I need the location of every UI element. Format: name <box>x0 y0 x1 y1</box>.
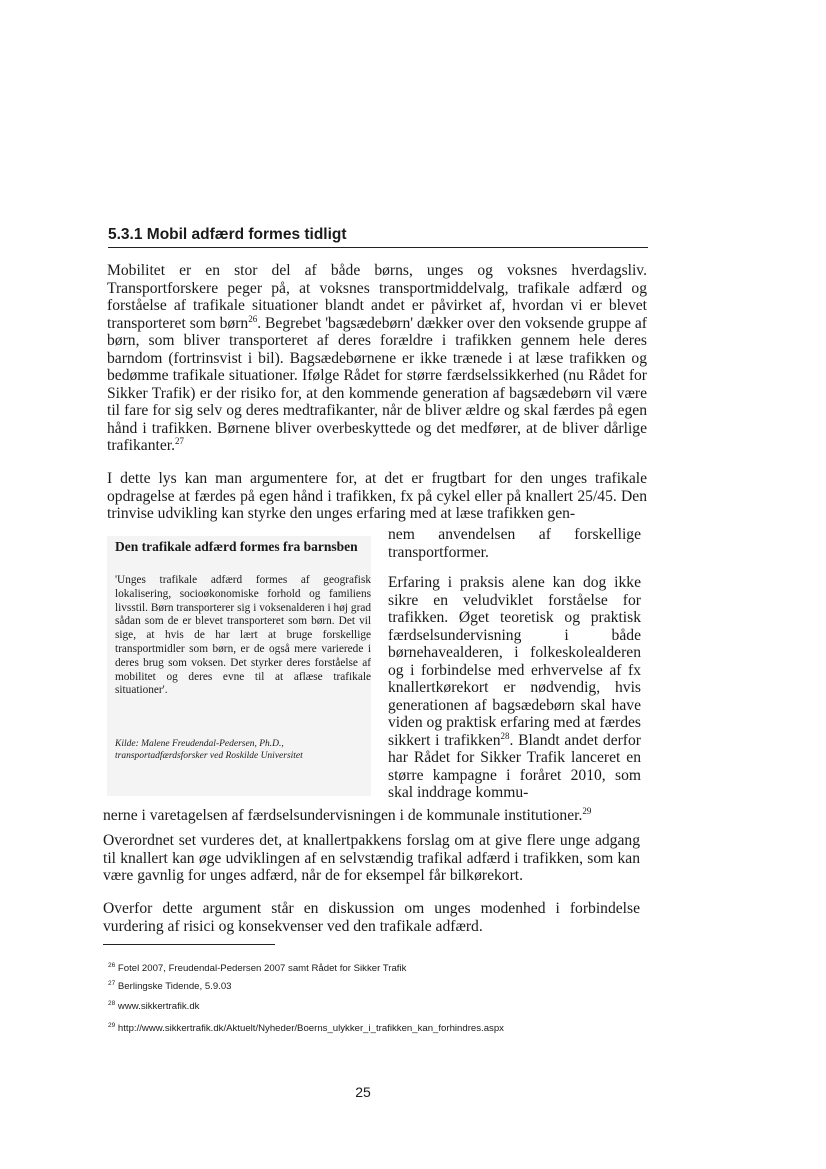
footnote-item <box>108 1022 504 1034</box>
paragraph-mobility <box>107 262 647 455</box>
footnote-number: 27 <box>108 980 116 987</box>
paragraph-assessment: Overordnet set vurderes det, at knallertpakkens forslag om at give flere unge adgang til knallert kan øge udviklingen af en selvstændig trafikal adfærd i trafikken, som kan være gavnlig for unges adfærd, når de for eksempel får bilkørekort. <box>103 832 640 884</box>
footnote-ref: 28 <box>500 730 510 741</box>
footnote-text: Berlingske Tidende, 5.9.03 <box>117 981 232 993</box>
footnote-ref: 29 <box>582 805 592 816</box>
paragraph-text: Erfaring i praksis alene kan dog ikke sikre en veludviklet forståelse for trafikken. Øget teoretisk og praktisk færdselsundervisning i både børnehavealderen, i folkeskolealderen og i forbindelse med erhvervelse af fx knallertkørekort er nødvendig, hvis generationen af bagsædebørn skal have viden og praktisk erfaring med at færdes sikkert i trafikken <box>388 574 641 749</box>
paragraph-text: nerne i varetagelsen af færdselsundervisningen i de kommunale institutioner. <box>103 807 583 824</box>
footnote-item <box>108 1000 199 1012</box>
paragraph-continuation: nem anvendelsen af forskellige transportformer. <box>388 526 641 561</box>
paragraph-text: Mobilitet er en stor del af både børns, unges og voksnes hverdagsliv. Transportforskere peger på, at voksnes transportmiddelvalg, trafikale adfærd og forståelse af trafikale situationer blandt andet er påvirket af, hvordan vi er blevet transporteret som børn <box>107 262 647 332</box>
footnote-item <box>108 980 232 992</box>
paragraph-experience-tail <box>103 807 640 825</box>
footnote-divider <box>103 944 275 945</box>
paragraph-experience <box>388 574 641 802</box>
section-heading: 5.3.1 Mobil adfærd formes tidligt <box>108 226 648 248</box>
footnote-number: 28 <box>108 1000 116 1007</box>
sidebar-box <box>107 536 371 796</box>
footnote-number: 26 <box>108 962 116 969</box>
footnote-text: Fotel 2007, Freudendal-Pedersen 2007 samt Rådet for Sikker Trafik <box>117 963 407 975</box>
paragraph-text: . Begrebet 'bagsædebørn' dækker over den voksende gruppe af børn, som bliver transporteret af deres forældre i trafikken gennem hele deres barndom (fortrinsvist i bil). Bagsædebørnene er ikke trænede i at læse trafikken og bedømme trafikale situationer. Ifølge Rådet for større færdselssikkerhed (nu Rådet for Sikker Trafik) er der risiko for, at den kommende generation af bagsædebørn vil være til fare for sig selv og deres medtrafikanter, når de bliver ældre og skal færdes på egen hånd i trafikken. Børnene bliver overbeskyttede og det medfører, at de bliver dårlige trafikanter. <box>107 314 647 454</box>
paragraph-argument: I dette lys kan man argumentere for, at det er frugtbart for den unges trafikale opdragelse at færdes på egen hånd i trafikken, fx på cykel eller på knallert 25/45. Den trinvise udvikling kan styrke den unges erfaring med at læse trafikken gen- <box>107 470 647 522</box>
page-number: 25 <box>355 1084 371 1100</box>
footnote-item <box>108 962 406 974</box>
footnote-number: 29 <box>108 1022 116 1029</box>
footnote-text: http://www.sikkertrafik.dk/Aktuelt/Nyheder/Boerns_ulykker_i_trafikken_kan_forhindres.aspx <box>117 1023 504 1035</box>
footnote-ref: 26 <box>248 313 258 324</box>
sidebar-title: Den trafikale adfærd formes fra barnsben <box>115 539 358 554</box>
footnote-text: www.sikkertrafik.dk <box>117 1001 200 1013</box>
footnote-ref: 27 <box>174 435 184 446</box>
paragraph-text: . Blandt andet derfor har Rådet for Sikker Trafik lanceret en større kampagne i foråret 2010, som skal inddrage kommu- <box>388 731 641 801</box>
sidebar-source: Kilde: Malene Freudendal-Pedersen, Ph.D., transportadfærdsforsker ved Roskilde Universitet <box>115 739 303 761</box>
paragraph-maturity: Overfor dette argument står en diskussion om unges modenhed i forbindelse vurdering af risici og konsekvenser ved den trafikale adfærd. <box>103 900 640 935</box>
sidebar-quote: 'Unges trafikale adfærd formes af geografisk lokalisering, socioøkonomiske forhold og familiens livsstil. Børn transporterer sig i voksenalderen i høj grad sådan som de er blevet transporteret som børn. Det vil sige, at hvis de har lært at bruge forskellige transportmidler som børn, er de også mere varierede i deres brug som voksen. Det styrker deres forståelse af mobilitet og deres evne til at aflæse trafikale situationer'. <box>115 574 371 697</box>
